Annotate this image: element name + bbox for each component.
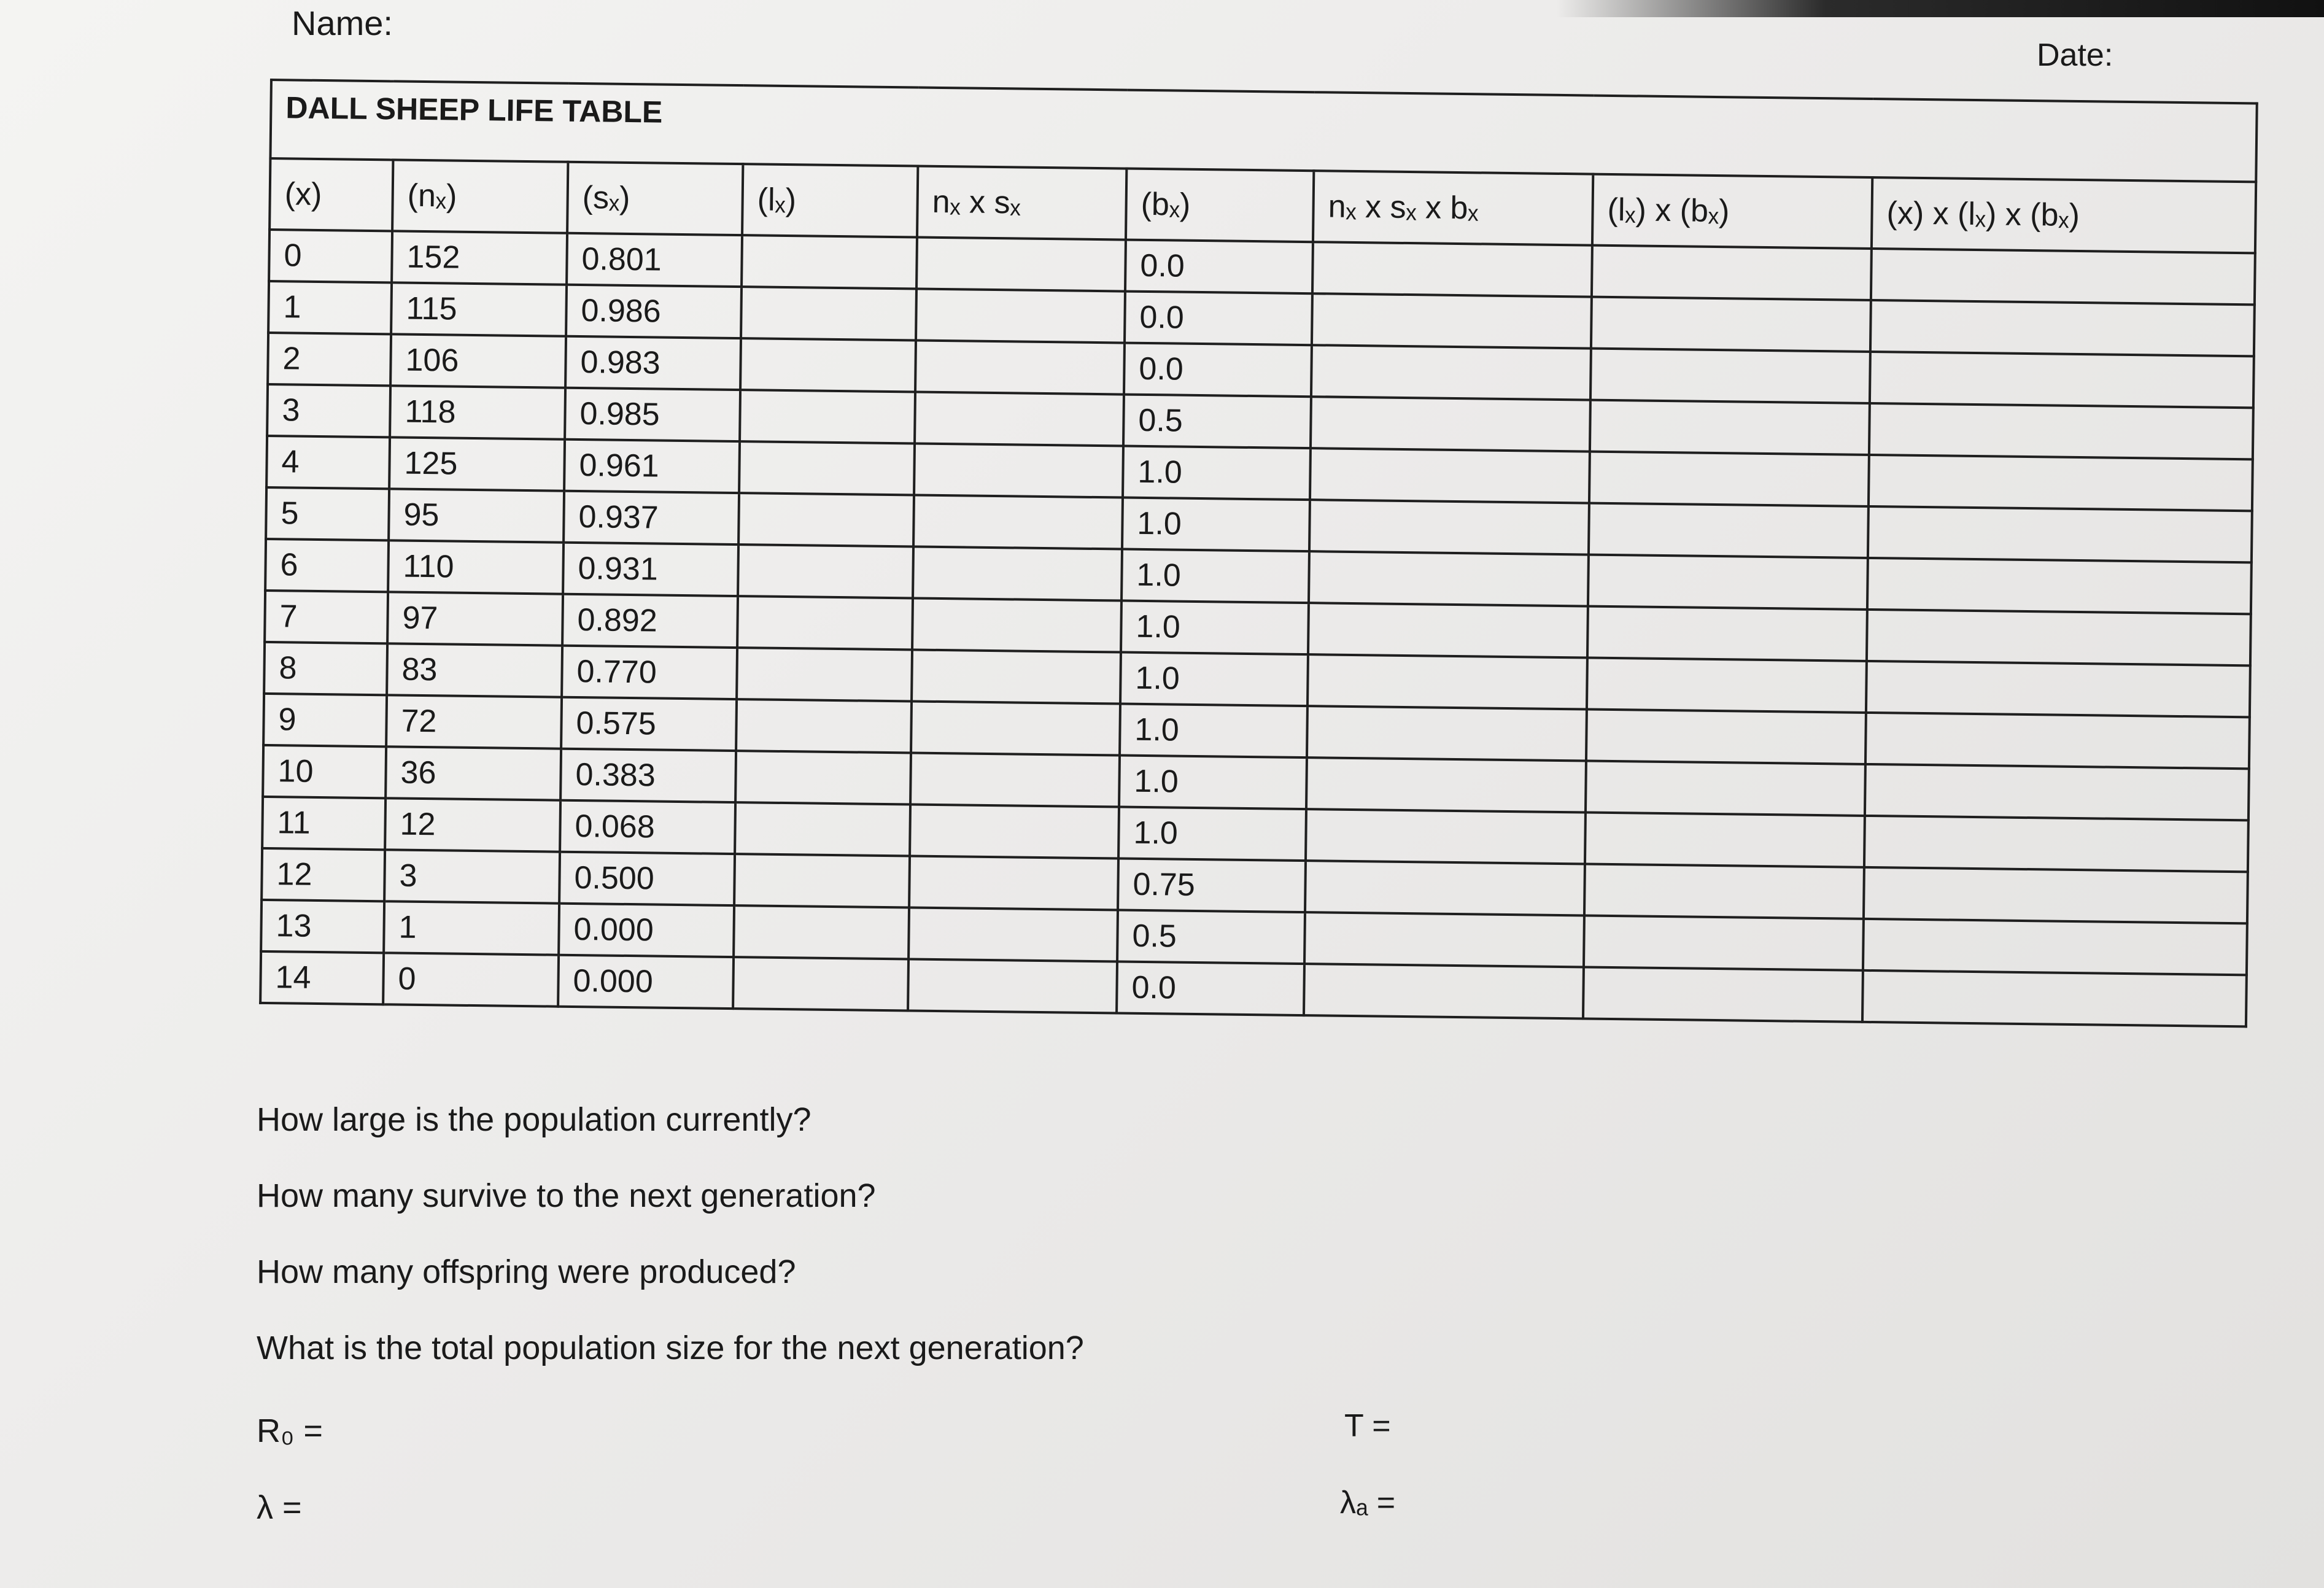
survival-cell: 0.068 [560, 800, 735, 854]
age-cell: 3 [267, 384, 390, 437]
r0-formula: R₀ = [257, 1412, 323, 1449]
n-s-b-cell[interactable] [1307, 706, 1587, 761]
age-cell: 7 [265, 591, 388, 643]
lx-bx-cell[interactable] [1586, 710, 1866, 764]
x-lx-bx-cell[interactable] [1863, 919, 2247, 975]
question-4: What is the total population size for the next generation? [257, 1330, 1084, 1366]
x-lx-bx-cell[interactable] [1867, 610, 2251, 665]
number-cell: 110 [388, 540, 564, 594]
bx-cell: 0.0 [1117, 961, 1304, 1015]
bx-cell: 1.0 [1121, 601, 1309, 655]
age-cell: 11 [262, 797, 385, 850]
lx-cell[interactable] [737, 648, 912, 701]
x-lx-bx-cell[interactable] [1869, 403, 2253, 459]
background-shadow [1557, 0, 2324, 17]
age-cell: 6 [265, 539, 389, 592]
n-s-b-cell[interactable] [1311, 345, 1591, 400]
age-cell: 2 [268, 333, 391, 385]
survival-cell: 0.000 [559, 904, 734, 957]
x-lx-bx-cell[interactable] [1862, 970, 2247, 1026]
question-3: How many offspring were produced? [257, 1253, 796, 1290]
survival-cell: 0.770 [562, 646, 737, 699]
header-col-bx: (bₓ) [1126, 169, 1314, 242]
table-body [260, 230, 2255, 1026]
number-cell: 106 [390, 334, 566, 387]
x-lx-bx-cell[interactable] [1865, 764, 2249, 820]
age-cell: 0 [269, 230, 392, 282]
n-s-b-cell[interactable] [1307, 654, 1587, 709]
number-cell: 152 [392, 231, 567, 284]
n-s-b-cell[interactable] [1306, 809, 1586, 864]
survival-cell: 0.575 [561, 697, 737, 751]
header-col-lx: (lₓ) [742, 164, 918, 237]
lx-cell[interactable] [736, 699, 912, 753]
header-col-n-s-b: nₓ x sₓ x bₓ [1313, 171, 1593, 245]
n-times-s-cell[interactable] [916, 289, 1125, 343]
lx-cell[interactable] [734, 905, 909, 959]
n-s-b-cell[interactable] [1309, 551, 1589, 606]
lx-bx-cell[interactable] [1584, 916, 1864, 970]
n-times-s-cell[interactable] [908, 907, 1118, 961]
number-cell: 72 [386, 695, 562, 748]
survival-cell: 0.985 [565, 388, 740, 441]
survival-cell: 0.000 [558, 955, 734, 1009]
n-s-b-cell[interactable] [1309, 500, 1589, 554]
lx-bx-cell[interactable] [1592, 246, 1872, 300]
number-cell: 95 [389, 489, 564, 542]
lx-bx-cell[interactable] [1583, 967, 1863, 1021]
bx-cell: 0.75 [1118, 858, 1306, 912]
n-s-b-cell[interactable] [1312, 242, 1592, 296]
lx-cell[interactable] [738, 493, 914, 546]
number-cell: 115 [391, 282, 567, 336]
number-cell: 1 [384, 901, 559, 955]
age-cell: 10 [263, 745, 386, 798]
n-times-s-cell[interactable] [908, 959, 1117, 1013]
lx-cell[interactable] [741, 287, 916, 340]
survival-cell: 0.801 [567, 233, 742, 287]
lx-bx-cell[interactable] [1586, 761, 1865, 816]
survival-cell: 0.937 [564, 491, 739, 544]
bx-cell: 1.0 [1119, 756, 1307, 810]
survival-cell: 0.383 [560, 749, 736, 802]
header-col-lx-times-bx: (lₓ) x (bₓ) [1592, 174, 1872, 249]
x-lx-bx-cell[interactable] [1865, 713, 2250, 769]
name-label: Name: [292, 4, 393, 42]
survival-cell: 0.931 [563, 543, 738, 596]
x-lx-bx-cell[interactable] [1864, 867, 2248, 923]
x-lx-bx-cell[interactable] [1868, 506, 2252, 562]
n-times-s-cell[interactable] [914, 444, 1123, 498]
x-lx-bx-cell[interactable] [1871, 249, 2255, 304]
bx-cell: 1.0 [1120, 704, 1307, 758]
lambda-a-formula: λₐ = [1340, 1485, 1396, 1520]
n-times-s-cell[interactable] [911, 701, 1120, 755]
x-lx-bx-cell[interactable] [1867, 558, 2252, 614]
lx-cell[interactable] [735, 802, 910, 856]
n-times-s-cell[interactable] [916, 238, 1126, 292]
n-times-s-cell[interactable] [915, 341, 1125, 395]
age-cell: 8 [264, 642, 387, 695]
lx-bx-cell[interactable] [1587, 606, 1867, 661]
lx-bx-cell[interactable] [1585, 813, 1865, 867]
table-title: DALL SHEEP LIFE TABLE [270, 80, 2256, 182]
number-cell: 12 [385, 798, 560, 851]
bx-cell: 1.0 [1118, 807, 1306, 861]
life-table [259, 79, 2258, 1028]
bx-cell: 1.0 [1121, 549, 1309, 603]
n-times-s-cell[interactable] [913, 546, 1122, 600]
x-lx-bx-cell[interactable] [1870, 300, 2255, 356]
n-s-b-cell[interactable] [1310, 448, 1590, 503]
lx-cell[interactable] [735, 751, 911, 804]
bx-cell: 0.0 [1125, 292, 1312, 346]
x-lx-bx-cell[interactable] [1869, 455, 2253, 511]
n-s-b-cell[interactable] [1308, 603, 1588, 657]
bx-cell: 0.0 [1124, 343, 1312, 397]
age-cell: 4 [266, 436, 390, 489]
bx-cell: 0.5 [1117, 910, 1305, 964]
n-s-b-cell[interactable] [1311, 397, 1590, 451]
x-lx-bx-cell[interactable] [1864, 816, 2248, 872]
age-cell: 1 [268, 281, 392, 334]
number-cell: 0 [383, 953, 559, 1006]
header-col-x-lx-bx: (x) x (lₓ) x (bₓ) [1872, 177, 2256, 253]
header-col-survival: (sₓ) [567, 162, 743, 235]
t-formula: T = [1344, 1408, 1391, 1444]
life-table-sheet [259, 79, 2256, 1028]
bx-cell: 1.0 [1123, 446, 1311, 500]
lx-bx-cell[interactable] [1589, 452, 1869, 506]
bx-cell: 0.5 [1123, 395, 1311, 449]
lx-bx-cell[interactable] [1589, 503, 1869, 558]
lx-cell[interactable] [742, 235, 917, 289]
n-s-b-cell[interactable] [1304, 912, 1584, 967]
lx-cell[interactable] [737, 596, 913, 649]
lx-cell[interactable] [740, 390, 915, 443]
lx-cell[interactable] [733, 957, 908, 1010]
n-s-b-cell[interactable] [1306, 757, 1586, 812]
n-times-s-cell[interactable] [910, 804, 1119, 858]
x-lx-bx-cell[interactable] [1866, 661, 2250, 717]
question-2: How many survive to the next generation? [257, 1177, 876, 1214]
survival-cell: 0.986 [566, 285, 742, 338]
lx-cell[interactable] [739, 441, 915, 495]
survival-cell: 0.892 [562, 594, 738, 648]
age-cell: 13 [261, 900, 384, 953]
x-lx-bx-cell[interactable] [1870, 352, 2254, 408]
lambda-formula: λ = [257, 1489, 302, 1526]
lx-bx-cell[interactable] [1587, 658, 1867, 713]
number-cell: 36 [385, 746, 561, 800]
lx-bx-cell[interactable] [1591, 297, 1871, 352]
number-cell: 118 [390, 385, 565, 439]
n-s-b-cell[interactable] [1305, 861, 1585, 915]
n-times-s-cell[interactable] [913, 495, 1123, 549]
n-times-s-cell[interactable] [910, 753, 1120, 807]
lx-bx-cell[interactable] [1590, 400, 1870, 455]
lx-cell[interactable] [740, 338, 916, 392]
survival-cell: 0.961 [564, 440, 740, 493]
question-1: How large is the population currently? [257, 1101, 811, 1138]
n-times-s-cell[interactable] [912, 598, 1121, 652]
date-label: Date: [2037, 37, 2113, 73]
bx-cell: 1.0 [1122, 498, 1310, 552]
age-cell: 9 [263, 694, 387, 746]
n-s-b-cell[interactable] [1304, 964, 1584, 1018]
age-cell: 12 [261, 848, 385, 901]
n-times-s-cell[interactable] [909, 856, 1118, 910]
bx-cell: 1.0 [1120, 653, 1308, 707]
age-cell: 14 [260, 951, 384, 1004]
number-cell: 83 [387, 643, 562, 697]
lx-cell[interactable] [738, 544, 913, 598]
lx-bx-cell[interactable] [1584, 864, 1864, 919]
header-col-number: (nₓ) [392, 160, 568, 233]
survival-cell: 0.500 [559, 852, 735, 905]
number-cell: 97 [387, 592, 563, 645]
bx-cell: 0.0 [1125, 240, 1313, 294]
header-col-age: (x) [269, 158, 393, 231]
n-s-b-cell[interactable] [1312, 293, 1592, 348]
n-times-s-cell[interactable] [915, 392, 1124, 446]
header-col-n-times-s: nₓ x sₓ [917, 166, 1126, 240]
survival-cell: 0.983 [565, 336, 741, 390]
n-times-s-cell[interactable] [912, 649, 1121, 703]
lx-bx-cell[interactable] [1590, 349, 1870, 403]
number-cell: 3 [384, 850, 560, 903]
number-cell: 125 [389, 437, 565, 490]
age-cell: 5 [266, 487, 389, 540]
lx-cell[interactable] [734, 854, 910, 907]
lx-bx-cell[interactable] [1588, 555, 1868, 610]
